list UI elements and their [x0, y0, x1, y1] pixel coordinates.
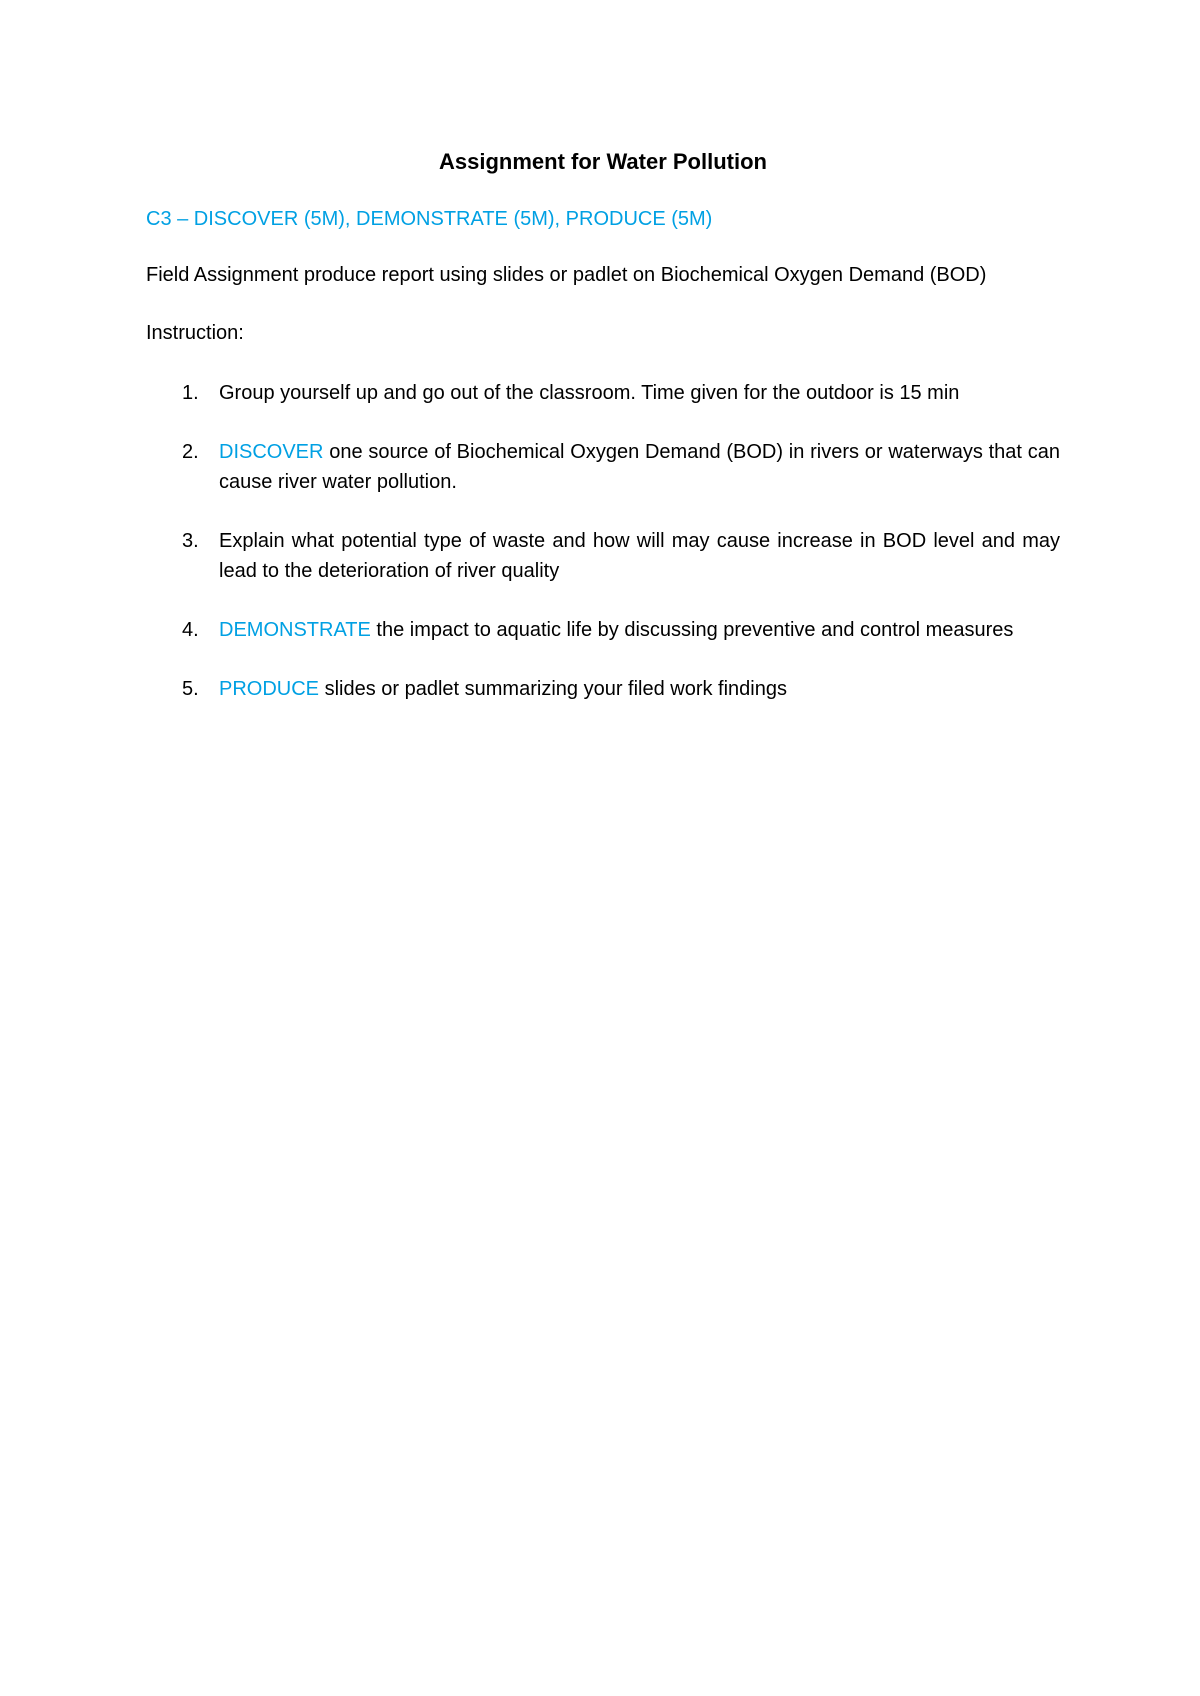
step-text: Group yourself up and go out of the classroom. Time given for the outdoor is 15 min [219, 382, 960, 404]
instruction-step-1 [146, 378, 1060, 408]
document-title: Assignment for Water Pollution [439, 149, 767, 174]
step-number: 5. [182, 678, 199, 700]
instruction-label: Instruction: [146, 322, 244, 344]
step-number: 4. [182, 619, 199, 641]
course-outcome-heading: C3 – DISCOVER (5M), DEMONSTRATE (5M), PRODUCE (5M) [146, 208, 713, 230]
instruction-list [146, 378, 1060, 704]
instruction-step-5 [146, 674, 1060, 704]
step-keyword: DEMONSTRATE [219, 619, 371, 641]
step-text: one source of Biochemical Oxygen Demand (BOD) in rivers or waterways that can cause river water pollution. [219, 441, 1060, 493]
step-text: Explain what potential type of waste and how will may cause increase in BOD level and may lead to the deterioration of river quality [219, 530, 1060, 582]
step-keyword: PRODUCE [219, 678, 320, 700]
step-number: 3. [182, 530, 199, 552]
instruction-step-4 [146, 615, 1060, 645]
step-text: slides or padlet summarizing your filed work findings [319, 678, 787, 700]
step-text: the impact to aquatic life by discussing preventive and control measures [370, 619, 1014, 641]
document-body [146, 146, 1060, 733]
step-number: 2. [182, 441, 199, 463]
instruction-step-2 [146, 437, 1060, 497]
step-number: 1. [182, 382, 199, 404]
instruction-step-3 [146, 526, 1060, 586]
step-keyword: DISCOVER [219, 441, 324, 463]
assignment-description: Field Assignment produce report using slides or padlet on Biochemical Oxygen Demand (BOD) [146, 264, 987, 286]
